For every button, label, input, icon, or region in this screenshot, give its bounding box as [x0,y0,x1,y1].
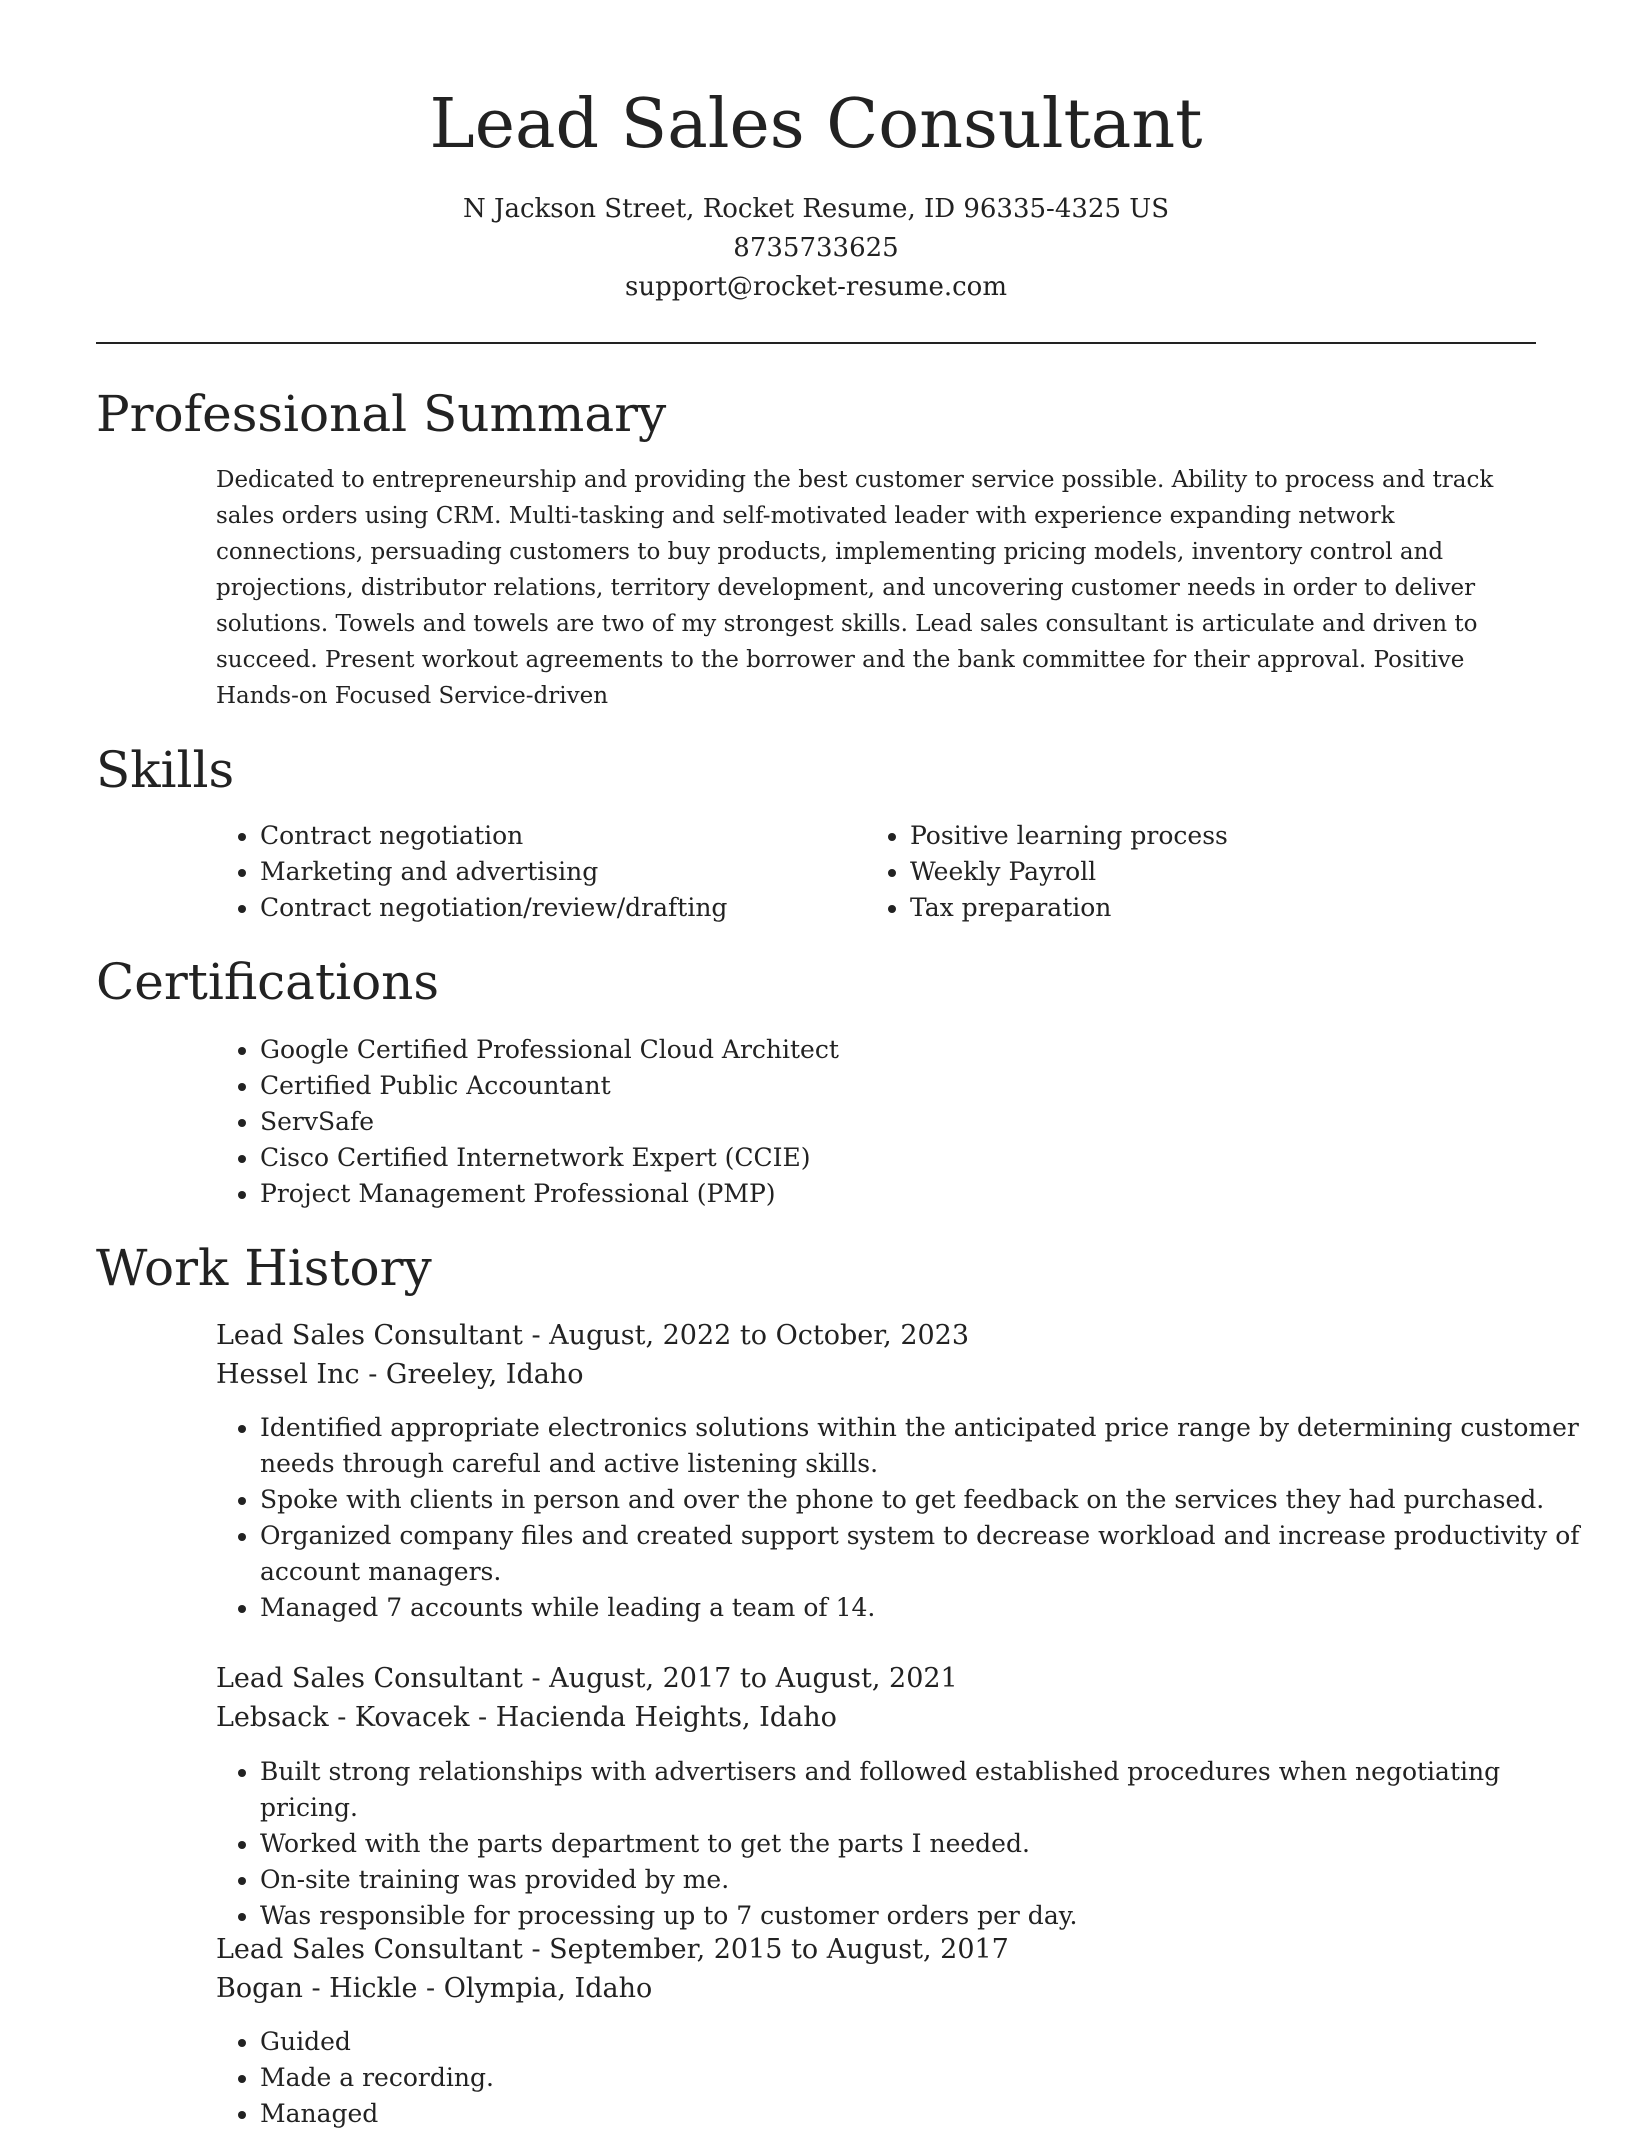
job-bullet: • Guided [260,2024,1590,2060]
job-title-line: Lead Sales Consultant - August, 2022 to October, 2023 [216,1320,970,1351]
summary-text: Dedicated to entrepreneurship and providing the best customer service possible. Ability to process and track sales orders using CRM. Multi-tasking and self-motivated leader with experience expanding network connections, persuading customers to buy products, implementing pricing models, inventory control and projections, distributor relations, territory development, and uncovering customer needs in order to deliver solutions. Towels and towels are two of my strongest skills. Lead sales consultant is articulate and driven to succeed. Present workout agreements to the borrower and the bank committee for their approval. Positive Hands-on Focused Service-driven [216,467,1494,709]
certification-item: • Certified Public Accountant [260,1068,1560,1104]
job-company-line: Hessel Inc - Greeley, Idaho [216,1359,584,1390]
skill-item: • Weekly Payroll [910,854,1530,890]
job-bullet: • Worked with the parts department to get the parts I needed. [260,1826,1590,1862]
certification-item: • Cisco Certified Internetwork Expert (CCIE) [260,1140,1560,1176]
job-title-line: Lead Sales Consultant - August, 2017 to August, 2021 [216,1663,958,1694]
certifications-list [216,1032,1560,1212]
candidate-name: Lead Sales Consultant [429,85,1203,164]
job-company-line: Bogan - Hickle - Olympia, Idaho [216,1973,653,2004]
job-bullets [216,1754,1590,1934]
skill-item: • Positive learning process [910,818,1530,854]
job-bullet: • Managed 7 accounts while leading a team of 14. [260,1590,1590,1626]
job-bullet: • Built strong relationships with advertisers and followed established procedures when negotiating pricing. [260,1754,1590,1826]
contact-email: support@rocket-resume.com [624,272,1007,302]
header-divider [96,342,1536,344]
skill-item: • Marketing and advertising [260,854,860,890]
job-bullet: • On-site training was provided by me. [260,1862,1590,1898]
certifications-heading: Certifications [96,953,440,1011]
certification-item: • Project Management Professional (PMP) [260,1176,1560,1212]
work-history-heading: Work History [96,1239,432,1297]
job-bullet: • Identified appropriate electronics solutions within the anticipated price range by determining customer needs through careful and active listening skills. [260,1410,1590,1482]
certification-item: • ServSafe [260,1104,1560,1140]
skills-list-right [866,818,1530,926]
skills-heading: Skills [96,741,235,799]
job-company-line: Lebsack - Kovacek - Hacienda Heights, Idaho [216,1702,837,1733]
contact-block [0,190,1632,307]
job-bullet: • Organized company files and created support system to decrease workload and increase productivity of account managers. [260,1518,1590,1590]
job-bullets [216,1410,1590,1626]
job-bullet: • Made a recording. [260,2060,1590,2096]
job-bullet: • Was responsible for processing up to 7 customer orders per day. [260,1898,1590,1934]
job-bullet: • Managed [260,2096,1590,2132]
skill-item: • Contract negotiation/review/drafting [260,890,860,926]
job-bullets [216,2024,1590,2132]
skill-item: • Tax preparation [910,890,1530,926]
summary-heading: Professional Summary [96,385,667,443]
contact-phone: 8735733625 [733,233,899,263]
skill-item: • Contract negotiation [260,818,860,854]
job-bullet: • Spoke with clients in person and over the phone to get feedback on the services they had purchased. [260,1482,1590,1518]
job-title-line: Lead Sales Consultant - September, 2015 to August, 2017 [216,1934,1009,1965]
certification-item: • Google Certified Professional Cloud Architect [260,1032,1560,1068]
skills-list-left [216,818,860,926]
contact-address: N Jackson Street, Rocket Resume, ID 96335-4325 US [463,194,1169,224]
